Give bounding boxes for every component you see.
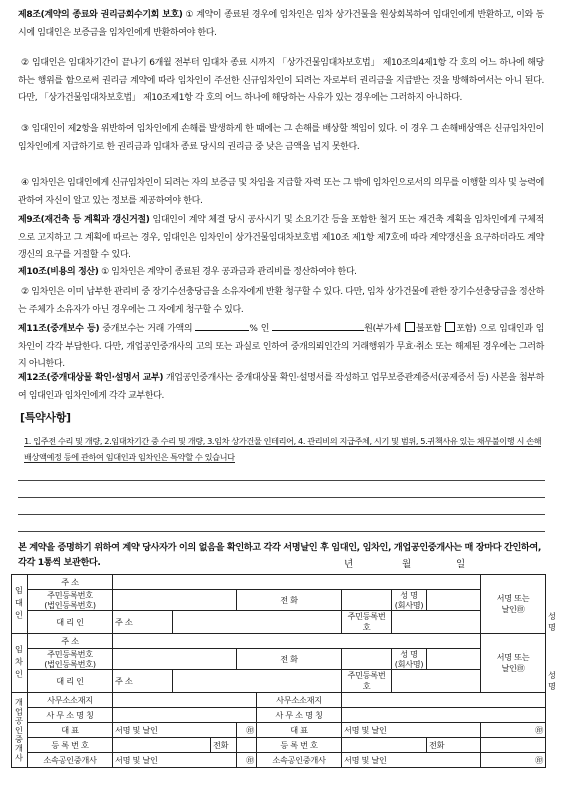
- lessor-proxy-addr-label: 주 소: [113, 611, 173, 634]
- article-8-p4: ④ 임차인은 임대인에게 신규임차인이 되려는 자의 보증금 및 차임을 지급할 자력 또는 그 밖에 임차인으로서의 의무를 이행할 의사 및 능력에 관하여 자신이 알고 있는 정보를 제공하여야 한다.: [18, 178, 544, 206]
- lessor-name-label-1: 성 명: [400, 590, 418, 600]
- signature-table: 임대인 주 소 서명 또는 날인㊞ 주민등록번호 (법인등록번호) 전 화 성 명 (회사명) 대 리 인 주 소 주민등록번호 성 명 임차인 주 소 서명 또는 날인㊞ 주민등록번호 (법인등록번호) 전 화 성 명 (회사명) 대 리 인 주 소 주민등록번호 성 명 개업공인중개사 사무소소재지 사무소소재지 사 무 소 명 칭 사 무 소 명 칭 대 표 서명 및 날인 ㊞ 대 표 서명 및 날인 ㊞ 등 록 번 호 전화 등 록 번 호 전화 소속공인중개사 서명 및 날인 ㊞ 소속공인중개사 서명 및 날인 ㊞: [11, 574, 546, 768]
- lessee-reg-label: [28, 649, 113, 670]
- agent-b-rep-seal: ㊞: [481, 723, 546, 738]
- article-10-heading: 제10조(비용의 정산): [18, 267, 99, 277]
- article-11: [18, 321, 544, 374]
- agent-b-tel-label: 전화: [427, 738, 481, 753]
- lessor-sign-area[interactable]: [481, 575, 546, 634]
- lessor-phone-label: 전 화: [237, 590, 342, 611]
- date-year: 년: [344, 559, 356, 570]
- article-11-t1: 중개보수는 거래 가액의: [102, 324, 193, 334]
- agent-b-reg-label: 등 록 번 호: [257, 738, 342, 753]
- lessee-phone-field[interactable]: [342, 649, 392, 670]
- article-12: [18, 370, 544, 405]
- article-8-p2: ② 임대인은 임대차기간이 끝나기 6개월 전부터 임대차 종료 시까지 「상가건물임대차보호법」 제10조의4제1항 각 호의 어느 하나에 해당하는 행위를 함으로써 권리금 계약에 따라 임차인이 주선한 신규임차인이 되려는 자로부터 권리금을 지급받는 것을 방해하여서는 아니 된다. 다만, 「상가건물임대차보호법」 제10조제1항 각 호의 어느 하나에 해당하는 사유가 있는 경우에는 그러하지 아니하다.: [18, 58, 544, 103]
- article-8-p1: ① 계약이 종료된 경우에 임차인은 임차 상가건물을 원상회복하여 임대인에게 반환하고, 이와 동시에 임대인은 보증금을 임차인에게 반환하여야 한다.: [18, 10, 544, 38]
- lessee-label: 임차인: [12, 634, 28, 693]
- agent-a-reg-field[interactable]: [113, 738, 211, 753]
- lessee-proxy-addr-label: 주 소: [113, 670, 173, 693]
- commission-amount-blank[interactable]: [272, 330, 364, 331]
- lessee-reg-label-1: 주민등록번호: [47, 649, 93, 659]
- agent-b-office-addr-label: 사무소소재지: [257, 693, 342, 708]
- lessor-sign-label-a: 서명 또는: [496, 593, 530, 603]
- article-10-p1: ① 임차인은 계약이 종료된 경우 공과금과 관리비를 정산하여야 한다.: [101, 267, 357, 277]
- agent-b-reg-field[interactable]: [342, 738, 427, 753]
- lessor-address-field[interactable]: [113, 575, 481, 590]
- agent-a-tel-label: 전화: [211, 738, 237, 753]
- agent-a-rep-label: 대 표: [28, 723, 113, 738]
- agent-a-office-name-field[interactable]: [113, 708, 257, 723]
- special-terms-text: 1. 입주전 수리 및 개량, 2.임대차기간 중 수리 및 개량, 3.임차 상가건물 인테리어, 4. 관리비의 지급주체, 시기 및 범위, 5.귀책사유 있는 채무불이행 시 손해배상액예정 등에 관하여 임대인과 임차인은 특약할 수 있습니다: [24, 436, 542, 462]
- lessee-proxy-reg-label: 주민등록번호: [342, 670, 392, 693]
- closing-statement: 본 계약을 증명하기 위하여 계약 당사자가 이의 없음을 확인하고 각각 서명날인 후 임대인, 임차인, 개업공인중개사는 매 장마다 간인하여, 각각 1통씩 보관한다.: [18, 542, 541, 568]
- special-terms-box[interactable]: [18, 431, 545, 534]
- lessee-name-label: [392, 649, 427, 670]
- lessor-reg-label: [28, 590, 113, 611]
- agent-a-affiliated-seal: ㊞: [237, 753, 257, 768]
- article-9-heading: 제9조(재건축 등 계획과 갱신거절): [18, 215, 150, 225]
- special-terms-guide: [24, 433, 544, 465]
- special-terms-line: [18, 514, 545, 515]
- lessor-reg-label-1: 주민등록번호: [47, 590, 93, 600]
- agent-a-tel-field[interactable]: [237, 738, 257, 753]
- article-9: [18, 212, 544, 265]
- agent-a-office-name-label: 사 무 소 명 칭: [28, 708, 113, 723]
- lessee-name-label-2: (회사명): [394, 659, 424, 669]
- agent-b-tel-field[interactable]: [481, 738, 546, 753]
- lessee-name-label-1: 성 명: [400, 649, 418, 659]
- lessee-proxy-addr-field[interactable]: [173, 670, 342, 693]
- article-8-clause-1: [18, 7, 544, 42]
- agent-a-reg-label: 등 록 번 호: [28, 738, 113, 753]
- lessee-address-field[interactable]: [113, 634, 481, 649]
- lessor-reg-field[interactable]: [113, 590, 237, 611]
- lessor-reg-label-2: (법인등록번호): [44, 600, 96, 610]
- article-11-heading: 제11조(중개보수 등): [18, 324, 100, 334]
- agent-a-office-addr-label: 사무소소재지: [28, 693, 113, 708]
- agent-b-affiliated-label: 소속공인중개사: [257, 753, 342, 768]
- date-day: 일: [456, 559, 468, 570]
- agent-label: 개업공인중개사: [12, 693, 28, 768]
- agent-b-office-addr-field[interactable]: [342, 693, 546, 708]
- lessee-phone-label: 전 화: [237, 649, 342, 670]
- lessor-name-label-2: (회사명): [394, 600, 424, 610]
- agent-a-rep-seal: ㊞: [237, 723, 257, 738]
- agent-b-affiliated-sign-label[interactable]: 서명 및 날인: [342, 753, 481, 768]
- article-9-text: 임대인이 계약 체결 당시 공사시기 및 소요기간 등을 포함한 철거 또는 재건축 계획을 임차인에게 구체적으로 고지하고 그 계획에 따르는 경우, 임대인은 임차인이 상가건물임대차보호법 제10조 제1항 제7호에 따라 계약갱신을 요구하더라도 계약갱신의 요구를 거절할 수 있다.: [18, 215, 544, 260]
- agent-a-affiliated-sign-label[interactable]: 서명 및 날인: [113, 753, 237, 768]
- article-11-t2: % 인: [249, 324, 270, 334]
- agent-b-affiliated-seal: ㊞: [481, 753, 546, 768]
- vat-included-checkbox[interactable]: [445, 322, 455, 332]
- lessee-sign-label-b: 날인㊞: [501, 663, 525, 673]
- special-terms-title: [특약사항]: [20, 411, 71, 424]
- lessee-proxy-reg-field[interactable]: [392, 670, 481, 693]
- agent-b-office-name-label: 사 무 소 명 칭: [257, 708, 342, 723]
- special-terms-line: [18, 531, 545, 532]
- special-terms-line: [18, 480, 545, 481]
- article-11-t4: 으로 임대인과 임차인이 각각 부담한다. 다만, 개업공인중개사의 고의 또는 과실로 인하여 중개의뢰인간의 거래행위가 무효·취소 또는 해제된 경우에는 그러하지 아니한다.: [18, 324, 545, 369]
- lessee-sign-label-a: 서명 또는: [496, 652, 530, 662]
- lessee-reg-label-2: (법인등록번호): [44, 659, 96, 669]
- lessee-proxy-label: 대 리 인: [28, 670, 113, 693]
- article-10-clause-1: [18, 264, 544, 282]
- lessee-name-field[interactable]: [427, 649, 481, 670]
- vat-excluded-label: 불포함: [416, 324, 442, 334]
- article-8-p3: ③ 임대인이 제2항을 위반하여 임차인에게 손해를 발생하게 한 때에는 그 손해를 배상할 책임이 있다. 이 경우 그 손해배상액은 신규임차인이 임차인에게 지급하기로 한 권리금과 임대차 종료 당시의 권리금 중 낮은 금액을 넘지 못한다.: [18, 124, 544, 152]
- lessor-proxy-reg-field[interactable]: [392, 611, 481, 634]
- lessor-proxy-reg-label: 주민등록번호: [342, 611, 392, 634]
- lessor-phone-field[interactable]: [342, 590, 392, 611]
- vat-excluded-checkbox[interactable]: [405, 322, 415, 332]
- lessee-address-label: 주 소: [28, 634, 113, 649]
- lessee-reg-field[interactable]: [113, 649, 237, 670]
- commission-rate-blank[interactable]: [195, 330, 249, 331]
- article-12-heading: 제12조(중개대상물 확인·설명서 교부): [18, 373, 164, 383]
- lessee-sign-area[interactable]: [481, 634, 546, 693]
- agent-b-rep-sign-label[interactable]: 서명 및 날인: [342, 723, 481, 738]
- special-terms-line: [18, 497, 545, 498]
- lessor-name-label: [392, 590, 427, 611]
- article-8-heading: 제8조(계약의 종료와 권리금회수기회 보호): [18, 10, 183, 20]
- agent-b-office-name-field[interactable]: [342, 708, 546, 723]
- article-10-p2: ② 임차인은 이미 납부한 관리비 중 장기수선충당금을 소유자에게 반환 청구할 수 있다. 다만, 임차 상가건물에 관한 장기수선충당금을 정산하는 주체가 소유자가 아닌 경우에는 그 자에게 청구할 수 있다.: [18, 287, 544, 315]
- date-month: 월: [402, 559, 414, 570]
- lessor-sign-label-b: 날인㊞: [501, 604, 525, 614]
- lessor-proxy-addr-field[interactable]: [173, 611, 342, 634]
- agent-b-rep-label: 대 표: [257, 723, 342, 738]
- agent-a-affiliated-label: 소속공인중개사: [28, 753, 113, 768]
- vat-included-label: 포함): [456, 324, 477, 334]
- lessor-proxy-label: 대 리 인: [28, 611, 113, 634]
- lessor-label: 임대인: [12, 575, 28, 634]
- agent-a-rep-sign-label[interactable]: 서명 및 날인: [113, 723, 237, 738]
- agent-a-office-addr-field[interactable]: [113, 693, 257, 708]
- article-11-t3: 원(부가세: [364, 324, 401, 334]
- lessor-address-label: 주 소: [28, 575, 113, 590]
- lessor-name-field[interactable]: [427, 590, 481, 611]
- article-12-text: 개업공인중개사는 중개대상물 확인·설명서를 작성하고 업무보증관계증서(공제증서 등) 사본을 첨부하여 임대인과 임차인에게 각각 교부한다.: [18, 373, 544, 401]
